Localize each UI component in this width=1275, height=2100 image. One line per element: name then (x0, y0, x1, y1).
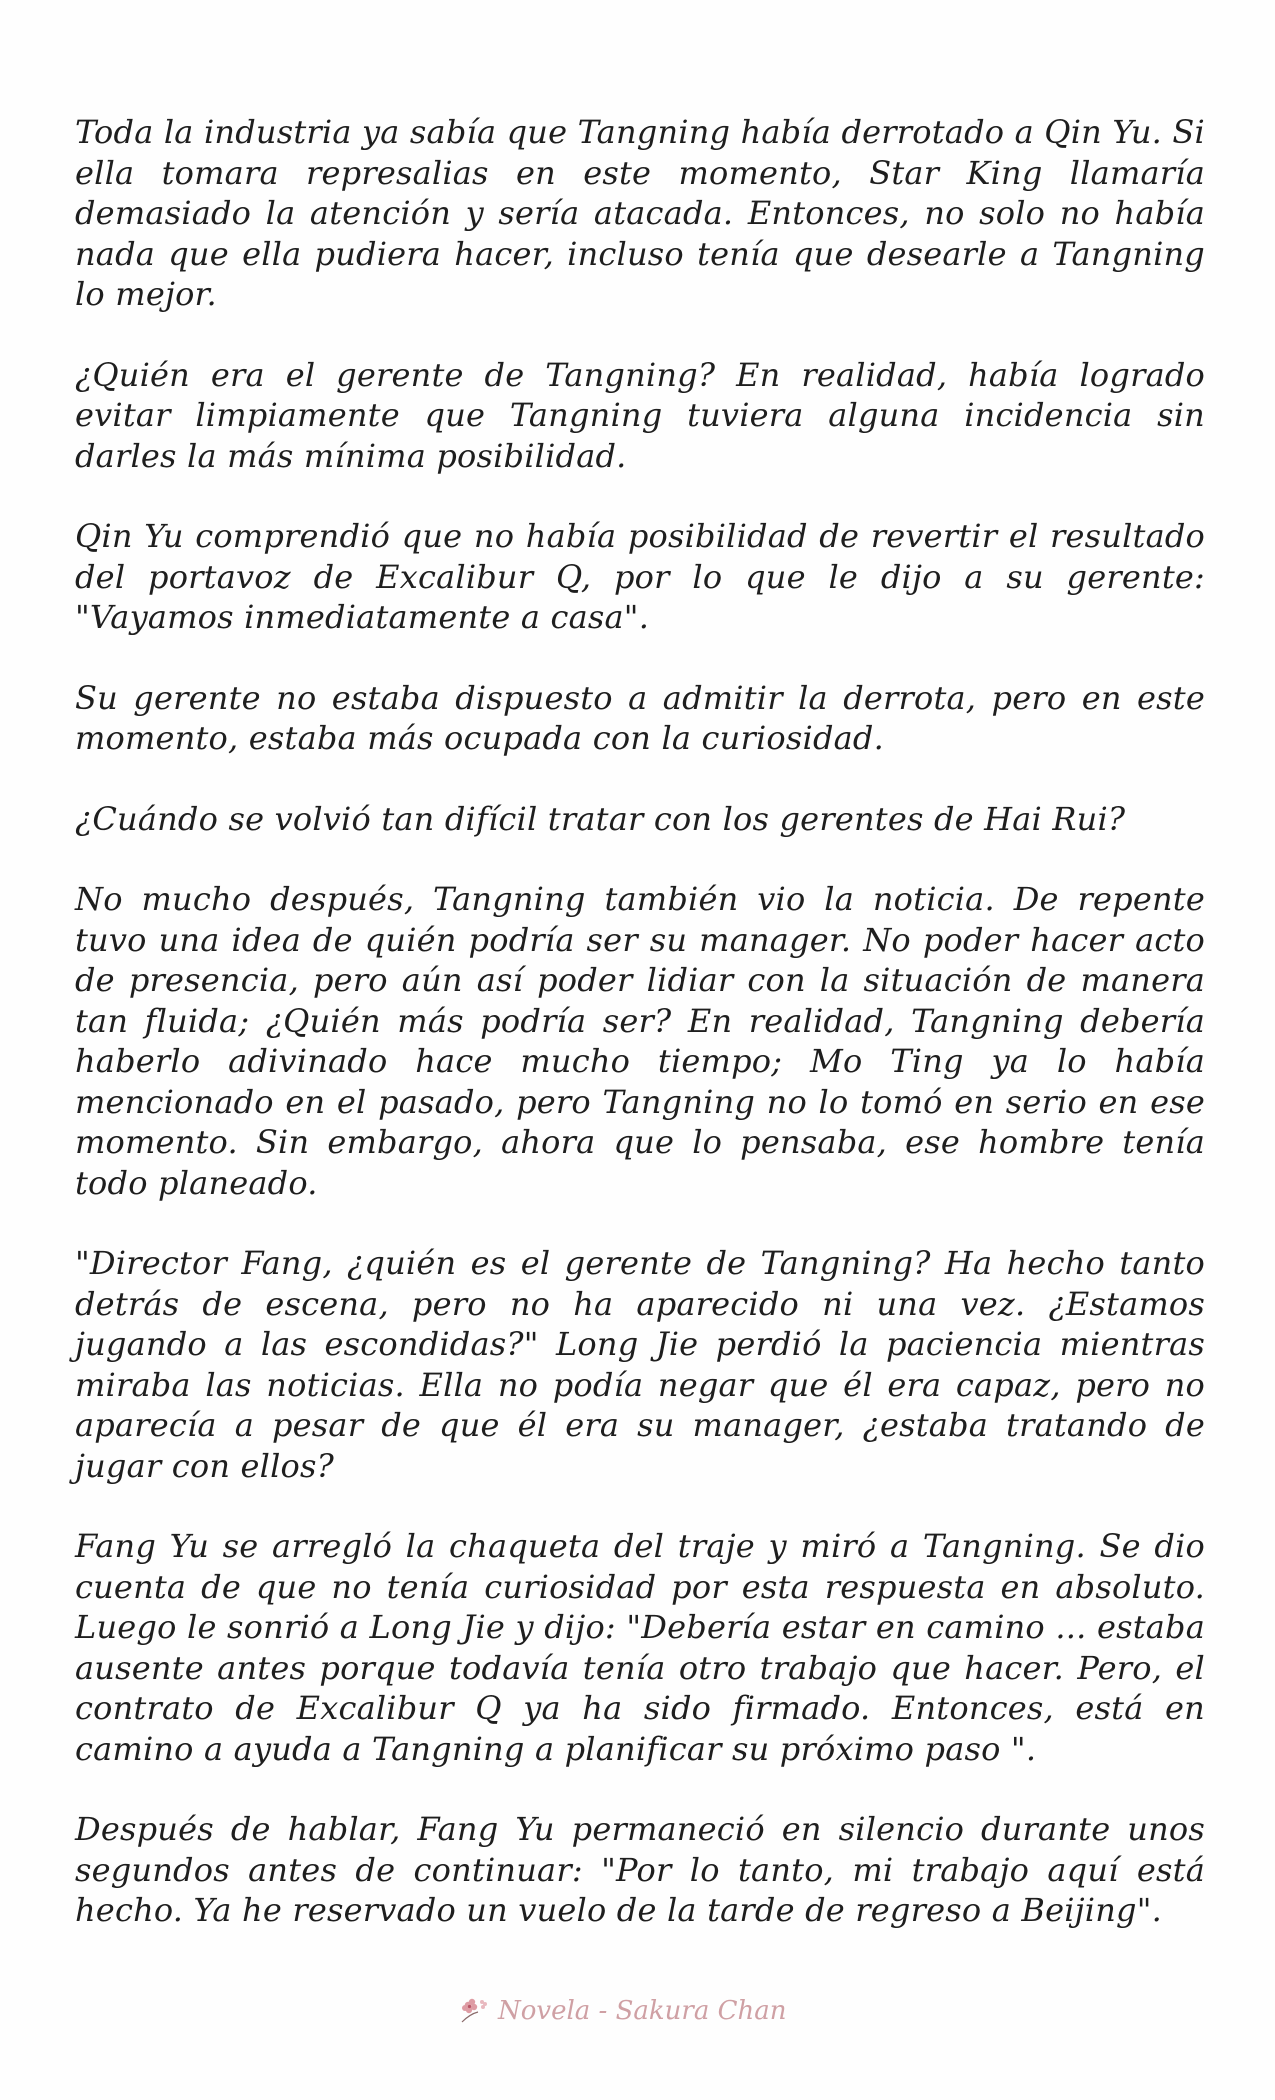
paragraph-9: Después de hablar, Fang Yu permaneció en silencio durante unos segundos antes de continuar: "Por lo tanto, mi trabajo aquí está hecho. Ya he reservado un vuelo de la tarde de regreso a Beijing". (75, 1810, 1205, 1929)
paragraph-3: Qin Yu comprendió que no había posibilidad de revertir el resultado del portavoz de Excalibur Q, por lo que le dijo a su gerente: "Vayamos inmediatamente a casa". (75, 517, 1205, 636)
story-text (75, 112, 1205, 1971)
cherry-blossom-icon (458, 1996, 492, 2026)
paragraph-7: "Director Fang, ¿quién es el gerente de Tangning? Ha hecho tanto detrás de escena, pero no ha aparecido ni una vez. ¿Estamos jugando a las escondidas?" Long Jie perdió la paciencia mientras miraba las noticias. Ella no podía negar que él era capaz, pero no aparecía a pesar de que él era su manager, ¿estaba tratando de jugar con ellos? (75, 1244, 1205, 1485)
paragraph-2: ¿Quién era el gerente de Tangning? En realidad, había logrado evitar limpiamente que Tangning tuviera alguna incidencia sin darles la más mínima posibilidad. (75, 355, 1205, 475)
watermark-text: Novela - Sakura Chan (498, 1996, 787, 2026)
paragraph-1: Toda la industria ya sabía que Tangning había derrotado a Qin Yu. Si ella tomara represalias en este momento, Star King llamaría demasiado la atención y sería atacada. Entonces, no solo no había nada que ella pudiera hacer, incluso tenía que desearle a Tangning lo mejor. (75, 113, 1205, 313)
paragraph-6: No mucho después, Tangning también vio la noticia. De repente tuvo una idea de quién podría ser su manager. No poder hacer acto de presencia, pero aún así poder lidiar con la situación de manera tan fluida; ¿Quién más podría ser? En realidad, Tangning debería haberlo adivinado hace mucho tiempo; Mo Ting ya lo había mencionado en el pasado, pero Tangning no lo tomó en serio en ese momento. Sin embargo, ahora que lo pensaba, ese hombre tenía todo planeado. (75, 880, 1205, 1202)
watermark (458, 1996, 787, 2026)
paragraph-4: Su gerente no estaba dispuesto a admitir la derrota, pero en este momento, estaba más ocupada con la curiosidad. (75, 678, 1205, 757)
paragraph-8: Fang Yu se arregló la chaqueta del traje y miró a Tangning. Se dio cuenta de que no tenía curiosidad por esta respuesta en absoluto. Luego le sonrió a Long Jie y dijo: "Debería estar en camino ... estaba ausente antes porque todavía tenía otro trabajo que hacer. Pero, el contrato de Excalibur Q ya ha sido firmado. Entonces, está en camino a ayuda a Tangning a planificar su próximo paso ". (75, 1527, 1205, 1768)
paragraph-5: ¿Cuándo se volvió tan difícil tratar con los gerentes de Hai Rui? (75, 799, 1126, 838)
